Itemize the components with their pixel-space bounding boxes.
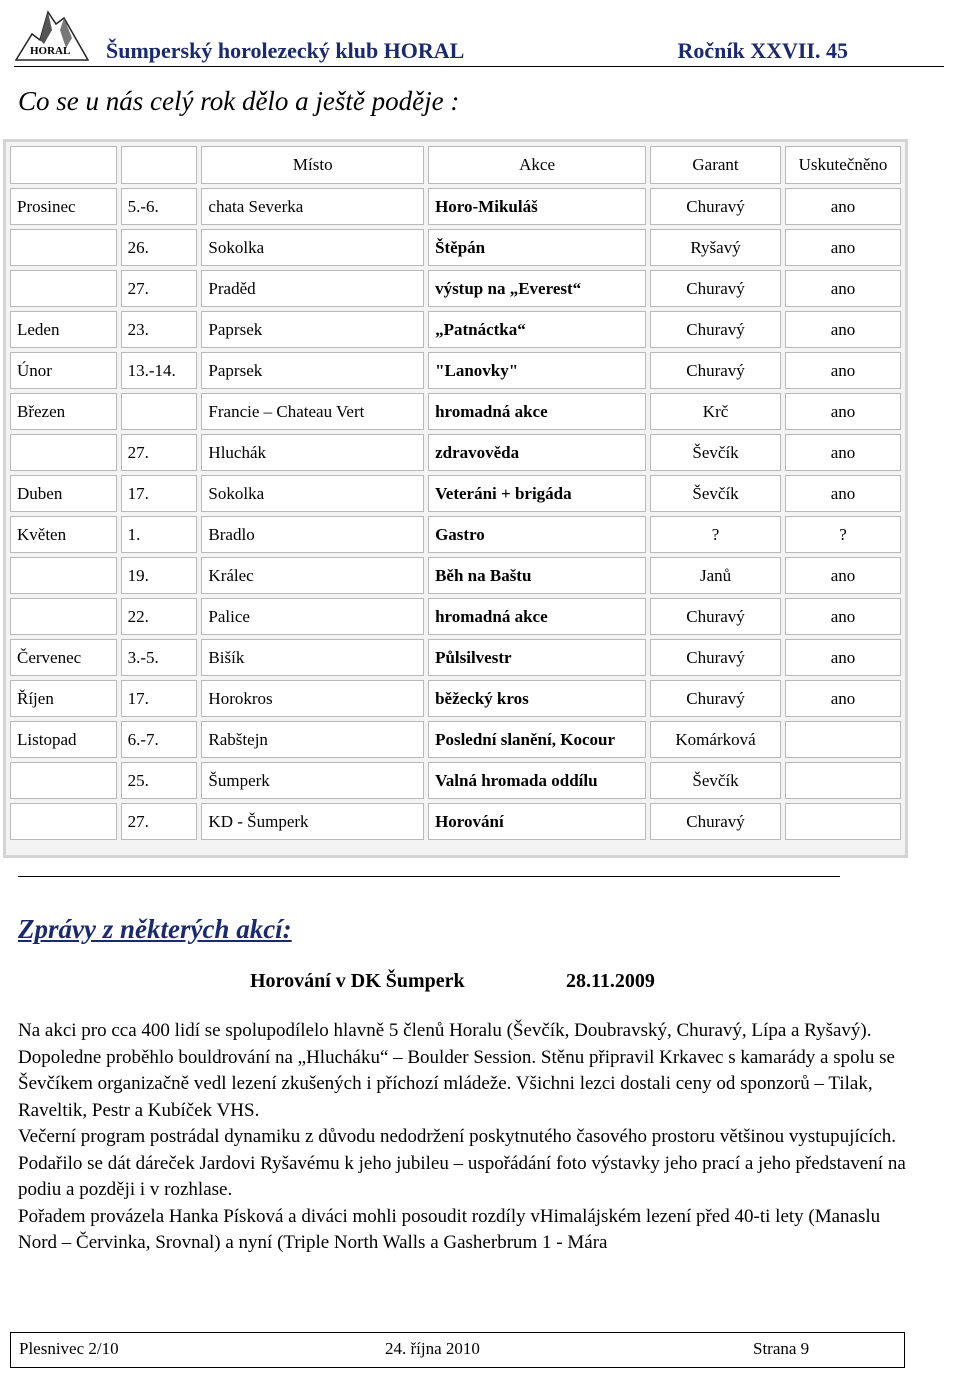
logo-text: HORAL (30, 45, 71, 57)
place-cell: Paprsek (201, 352, 424, 389)
event-cell: Štěpán (428, 229, 646, 266)
club-name: Šumperský horolezecký klub HORAL (106, 38, 465, 63)
table-row (10, 680, 901, 717)
footer-publication: Plesnivec 2/10 (19, 1339, 119, 1358)
place-cell: Šumperk (201, 762, 424, 799)
place-cell: Rabštejn (201, 721, 424, 758)
article-paragraph: Podařilo se dát dáreček Jardovi Ryšavému k jeho jubileu – uspořádání foto výstavky jeho prací a jeho představení na podiu a později i v rozhlase. (18, 1152, 906, 1200)
page-header (14, 4, 944, 67)
event-cell: Horo-Mikuláš (428, 188, 646, 225)
month-cell: Červenec (10, 639, 117, 676)
day-cell: 13.-14. (121, 352, 198, 389)
done-cell: ano (785, 188, 901, 225)
month-cell (10, 803, 117, 840)
table-row (10, 721, 901, 758)
column-header (10, 146, 117, 184)
event-cell: zdravověda (428, 434, 646, 471)
table-row (10, 352, 901, 389)
event-cell: výstup na „Everest“ (428, 270, 646, 307)
schedule-table-frame (3, 139, 908, 858)
article-date: 28.11.2009 (566, 970, 655, 992)
place-cell: Hluchák (201, 434, 424, 471)
event-cell: Valná hromada oddílu (428, 762, 646, 799)
guarantor-cell: Janů (650, 557, 781, 594)
month-cell: Leden (10, 311, 117, 348)
month-cell: Prosinec (10, 188, 117, 225)
event-cell: "Lanovky" (428, 352, 646, 389)
month-cell (10, 434, 117, 471)
month-cell (10, 598, 117, 635)
place-cell: Sokolka (201, 475, 424, 512)
done-cell: ano (785, 434, 901, 471)
footer-date: 24. října 2010 (385, 1339, 480, 1358)
issue-number: Ročník XXVII. 45 (677, 38, 848, 63)
table-row (10, 516, 901, 553)
guarantor-cell: Churavý (650, 639, 781, 676)
done-cell: ano (785, 270, 901, 307)
event-cell: hromadná akce (428, 598, 646, 635)
event-cell: Půlsilvestr (428, 639, 646, 676)
column-header: Akce (428, 146, 646, 184)
done-cell: ano (785, 311, 901, 348)
done-cell: ano (785, 475, 901, 512)
done-cell: ano (785, 352, 901, 389)
column-header: Garant (650, 146, 781, 184)
table-row (10, 762, 901, 799)
place-cell: Bradlo (201, 516, 424, 553)
day-cell: 19. (121, 557, 198, 594)
day-cell: 17. (121, 680, 198, 717)
event-cell: Poslední slanění, Kocour (428, 721, 646, 758)
table-row (10, 393, 901, 430)
event-cell: Gastro (428, 516, 646, 553)
month-cell (10, 762, 117, 799)
guarantor-cell: Ševčík (650, 762, 781, 799)
section-title-reports: Zprávy z některých akcí: (18, 914, 292, 944)
guarantor-cell: Ševčík (650, 475, 781, 512)
table-row (10, 557, 901, 594)
table-row (10, 229, 901, 266)
guarantor-cell: Churavý (650, 188, 781, 225)
article-paragraph: Pořadem provázela Hanka Písková a diváci mohli posoudit rozdíly vHimalájském lezení před 40-ti lety (Manaslu Nord – Červinka, Srovnal) a nyní (Triple North Walls a Gasherbrum 1 - Mára (18, 1205, 881, 1253)
month-cell (10, 557, 117, 594)
event-cell: Veteráni + brigáda (428, 475, 646, 512)
article-title: Horování v DK Šumperk (250, 970, 465, 992)
article-paragraph: Dopoledne proběhlo bouldrování na „Hlucháku“ – Boulder Session. Stěnu připravil Krkavec s kamarády a spolu se Ševčíkem organizačně vedl lezení zkušených i příchozí mládeže. Všichni lezci dostali ceny od sponzorů – Tilak, Raveltik, Pestr a Kubíček VHS. (18, 1046, 895, 1121)
done-cell: ano (785, 598, 901, 635)
day-cell: 27. (121, 434, 198, 471)
day-cell: 6.-7. (121, 721, 198, 758)
guarantor-cell: Churavý (650, 680, 781, 717)
column-header: Uskutečněno (785, 146, 901, 184)
done-cell (785, 762, 901, 799)
place-cell: KD - Šumperk (201, 803, 424, 840)
place-cell: Bišík (201, 639, 424, 676)
guarantor-cell: Churavý (650, 270, 781, 307)
month-cell (10, 229, 117, 266)
done-cell (785, 721, 901, 758)
guarantor-cell: Komárková (650, 721, 781, 758)
table-row (10, 475, 901, 512)
done-cell: ano (785, 229, 901, 266)
table-row (10, 270, 901, 307)
month-cell: Březen (10, 393, 117, 430)
month-cell: Únor (10, 352, 117, 389)
month-cell: Květen (10, 516, 117, 553)
day-cell: 23. (121, 311, 198, 348)
place-cell: chata Severka (201, 188, 424, 225)
event-cell: Běh na Baštu (428, 557, 646, 594)
table-row (10, 188, 901, 225)
table-header-row (10, 146, 901, 184)
schedule-table (6, 142, 905, 844)
day-cell: 27. (121, 270, 198, 307)
place-cell: Palice (201, 598, 424, 635)
event-cell: Horování (428, 803, 646, 840)
column-header: Místo (201, 146, 424, 184)
guarantor-cell: Churavý (650, 803, 781, 840)
section-title-events: Co se u nás celý rok dělo a ještě poděje : (18, 86, 460, 116)
table-row (10, 598, 901, 635)
day-cell: 26. (121, 229, 198, 266)
day-cell (121, 393, 198, 430)
table-row (10, 803, 901, 840)
done-cell: ano (785, 557, 901, 594)
guarantor-cell: Churavý (650, 352, 781, 389)
place-cell: Sokolka (201, 229, 424, 266)
done-cell: ano (785, 393, 901, 430)
footer-page-number: Strana 9 (753, 1339, 810, 1358)
article-paragraph: Večerní program postrádal dynamiku z důvodu nedodržení poskytnutého časového prostoru většinou vystupujících. (18, 1126, 897, 1147)
place-cell: Králec (201, 557, 424, 594)
divider (18, 876, 840, 877)
event-cell: „Patnáctka“ (428, 311, 646, 348)
place-cell: Praděd (201, 270, 424, 307)
day-cell: 1. (121, 516, 198, 553)
guarantor-cell: Krč (650, 393, 781, 430)
month-cell (10, 270, 117, 307)
page-footer (10, 1332, 905, 1368)
guarantor-cell: Churavý (650, 598, 781, 635)
place-cell: Francie – Chateau Vert (201, 393, 424, 430)
article-body (18, 1018, 918, 1257)
day-cell: 27. (121, 803, 198, 840)
month-cell: Říjen (10, 680, 117, 717)
column-header (121, 146, 198, 184)
guarantor-cell: Ryšavý (650, 229, 781, 266)
event-cell: běžecký kros (428, 680, 646, 717)
table-row (10, 434, 901, 471)
guarantor-cell: Ševčík (650, 434, 781, 471)
done-cell: ano (785, 680, 901, 717)
done-cell (785, 803, 901, 840)
month-cell: Listopad (10, 721, 117, 758)
day-cell: 17. (121, 475, 198, 512)
day-cell: 3.-5. (121, 639, 198, 676)
day-cell: 25. (121, 762, 198, 799)
place-cell: Horokros (201, 680, 424, 717)
done-cell: ano (785, 639, 901, 676)
day-cell: 22. (121, 598, 198, 635)
place-cell: Paprsek (201, 311, 424, 348)
table-row (10, 639, 901, 676)
day-cell: 5.-6. (121, 188, 198, 225)
article-paragraph: Na akci pro cca 400 lidí se spolupodílelo hlavně 5 členů Horalu (Ševčík, Doubravský, Churavý, Lípa a Ryšavý). (18, 1020, 872, 1041)
event-cell: hromadná akce (428, 393, 646, 430)
guarantor-cell: ? (650, 516, 781, 553)
month-cell: Duben (10, 475, 117, 512)
table-row (10, 311, 901, 348)
done-cell: ? (785, 516, 901, 553)
horal-logo (14, 4, 90, 62)
guarantor-cell: Churavý (650, 311, 781, 348)
